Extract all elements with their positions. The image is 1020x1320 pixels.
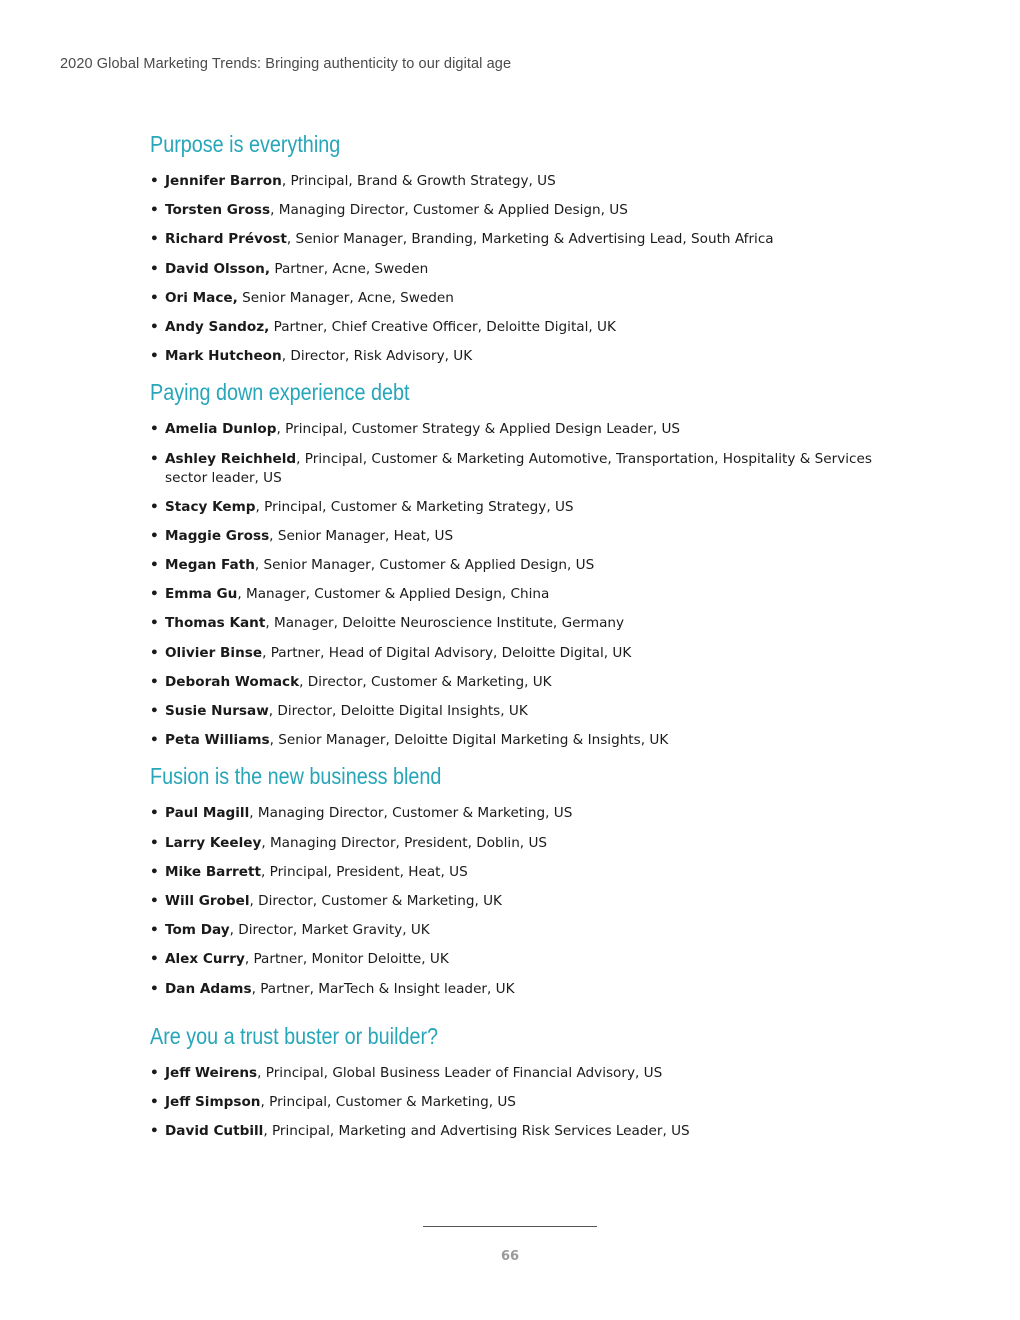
person-name: Thomas Kant <box>165 615 266 632</box>
bullet-icon: • <box>150 173 159 189</box>
contributor-list <box>150 1064 880 1141</box>
person-name: Emma Gu <box>165 586 238 603</box>
person-name: Alex Curry <box>165 951 245 968</box>
person-role: Partner, Chief Creative Officer, Deloitte Digital, UK <box>269 318 616 335</box>
person-name: David Cutbill <box>165 1122 264 1139</box>
bullet-icon: • <box>150 202 159 219</box>
list-item <box>150 702 880 721</box>
bullet-icon: • <box>150 231 159 248</box>
bullet-icon: • <box>150 586 159 603</box>
bullet-icon: • <box>150 557 159 574</box>
person-role: , Manager, Customer & Applied Design, China <box>237 586 550 603</box>
person-name: Amelia Dunlop <box>165 421 277 438</box>
bullet-icon: • <box>150 673 159 690</box>
bullet-icon: • <box>150 980 159 997</box>
list-item <box>150 731 880 750</box>
footer-divider <box>423 1226 597 1227</box>
bullet-icon: • <box>150 318 159 335</box>
bullet-icon: • <box>150 1064 159 1081</box>
bullet-icon: • <box>150 348 159 365</box>
person-name: Mike Barrett <box>165 863 261 880</box>
list-item <box>150 921 880 940</box>
list-item <box>150 980 880 999</box>
person-name: Olivier Binse <box>165 644 263 661</box>
list-item <box>150 673 880 692</box>
person-role: , Principal, President, Heat, US <box>260 863 468 880</box>
list-item <box>150 804 880 823</box>
person-name: Tom Day <box>165 922 230 939</box>
person-role: Senior Manager, Acne, Sweden <box>237 289 454 306</box>
list-item <box>150 585 880 604</box>
person-role: , Senior Manager, Heat, US <box>269 527 454 544</box>
person-name: Jeff Simpson <box>165 1093 261 1110</box>
bullet-icon: • <box>150 498 159 515</box>
bullet-icon: • <box>150 1122 159 1139</box>
list-item <box>150 556 880 575</box>
bullet-icon: • <box>150 951 159 968</box>
person-role: , Director, Market Gravity, UK <box>229 922 430 939</box>
list-item <box>150 450 880 488</box>
person-role: , Principal, Customer & Marketing Strategy, US <box>255 498 574 515</box>
person-role: , Senior Manager, Deloitte Digital Marketing & Insights, UK <box>269 732 669 749</box>
list-item <box>150 318 880 337</box>
person-role: , Managing Director, President, Doblin, US <box>261 834 548 851</box>
contributor-list <box>150 172 880 366</box>
list-item <box>150 892 880 911</box>
section-heading: Fusion is the new business blend <box>150 763 442 790</box>
bullet-icon: • <box>150 289 159 306</box>
bullet-icon: • <box>150 892 159 909</box>
person-role: Partner, Acne, Sweden <box>270 260 429 277</box>
section-trust-buster-or-builder <box>150 1020 880 1141</box>
person-name: Ori Mace, <box>165 289 238 306</box>
bullet-icon: • <box>150 1093 159 1110</box>
person-name: Richard Prévost <box>165 231 287 248</box>
person-role: , Director, Deloitte Digital Insights, UK <box>268 703 528 719</box>
section-paying-down-experience-debt <box>150 376 880 750</box>
person-name: Jeff Weirens <box>165 1064 258 1081</box>
contributors-content <box>150 128 880 1151</box>
list-item <box>150 950 880 969</box>
section-heading: Paying down experience debt <box>150 379 410 406</box>
list-item <box>150 201 880 220</box>
list-item <box>150 230 880 249</box>
person-name: Peta Williams <box>165 732 270 749</box>
bullet-icon: • <box>150 805 159 822</box>
list-item <box>150 834 880 853</box>
person-name: Deborah Womack <box>165 673 300 690</box>
page-number: 66 <box>500 1249 520 1264</box>
bullet-icon: • <box>150 527 159 544</box>
list-item <box>150 863 880 882</box>
person-role: , Principal, Global Business Leader of Financial Advisory, US <box>257 1064 663 1081</box>
person-role: , Senior Manager, Customer & Applied Design, US <box>254 557 595 574</box>
person-role: , Director, Customer & Marketing, UK <box>249 892 502 909</box>
person-name: Jennifer Barron <box>165 173 282 189</box>
list-item <box>150 1122 880 1141</box>
list-item <box>150 498 880 517</box>
list-item <box>150 347 880 366</box>
list-item <box>150 420 880 439</box>
person-name: Ashley Reichheld <box>165 450 297 467</box>
list-item <box>150 172 880 191</box>
person-name: Larry Keeley <box>165 834 262 851</box>
list-item <box>150 644 880 663</box>
bullet-icon: • <box>150 260 159 277</box>
bullet-icon: • <box>150 421 159 438</box>
person-name: Will Grobel <box>165 892 250 909</box>
list-item <box>150 260 880 279</box>
bullet-icon: • <box>150 732 159 749</box>
person-role: , Partner, Head of Digital Advisory, Deloitte Digital, UK <box>262 644 632 661</box>
person-name: Megan Fath <box>165 557 255 574</box>
person-role: , Principal, Customer & Marketing, US <box>260 1093 516 1110</box>
person-role: , Principal, Marketing and Advertising Risk Services Leader, US <box>263 1122 690 1139</box>
bullet-icon: • <box>150 615 159 632</box>
person-role: , Director, Risk Advisory, UK <box>281 348 473 365</box>
person-name: Maggie Gross <box>165 527 270 544</box>
list-item <box>150 1093 880 1112</box>
list-item <box>150 1064 880 1083</box>
contributor-list <box>150 804 880 998</box>
person-role: , Manager, Deloitte Neuroscience Institute, Germany <box>265 615 625 632</box>
bullet-icon: • <box>150 834 159 851</box>
section-purpose-is-everything <box>150 128 880 366</box>
person-name: Susie Nursaw <box>165 703 269 719</box>
bullet-icon: • <box>150 450 159 467</box>
list-item <box>150 614 880 633</box>
list-item <box>150 527 880 546</box>
bullet-icon: • <box>150 863 159 880</box>
person-role: , Partner, MarTech & Insight leader, UK <box>251 980 515 997</box>
person-role: , Principal, Customer Strategy & Applied Design Leader, US <box>276 421 681 438</box>
bullet-icon: • <box>150 922 159 939</box>
person-name: Andy Sandoz, <box>165 318 270 335</box>
section-heading: Are you a trust buster or builder? <box>150 1022 439 1049</box>
running-header: 2020 Global Marketing Trends: Bringing authenticity to our digital age <box>60 56 512 72</box>
person-name: Dan Adams <box>165 980 252 997</box>
person-role: , Principal, Customer & Marketing Automotive, Transportation, Hospitality & Services sector leader, US <box>165 450 872 486</box>
list-item <box>150 289 880 308</box>
person-role: , Managing Director, Customer & Marketing, US <box>249 805 573 822</box>
contributor-list <box>150 420 880 750</box>
person-name: David Olsson, <box>165 260 271 277</box>
section-fusion-is-the-new-business-blend <box>150 760 880 998</box>
person-name: Torsten Gross <box>165 202 271 219</box>
bullet-icon: • <box>150 703 159 719</box>
person-name: Paul Magill <box>165 805 250 822</box>
person-name: Stacy Kemp <box>165 498 256 515</box>
section-heading: Purpose is everything <box>150 131 341 157</box>
person-role: , Managing Director, Customer & Applied Design, US <box>270 202 628 219</box>
person-role: , Principal, Brand & Growth Strategy, US <box>281 173 556 189</box>
person-role: , Director, Customer & Marketing, UK <box>299 673 552 690</box>
bullet-icon: • <box>150 644 159 661</box>
person-name: Mark Hutcheon <box>165 348 282 365</box>
person-role: , Partner, Monitor Deloitte, UK <box>244 951 449 968</box>
person-role: , Senior Manager, Branding, Marketing & Advertising Lead, South Africa <box>286 231 774 248</box>
